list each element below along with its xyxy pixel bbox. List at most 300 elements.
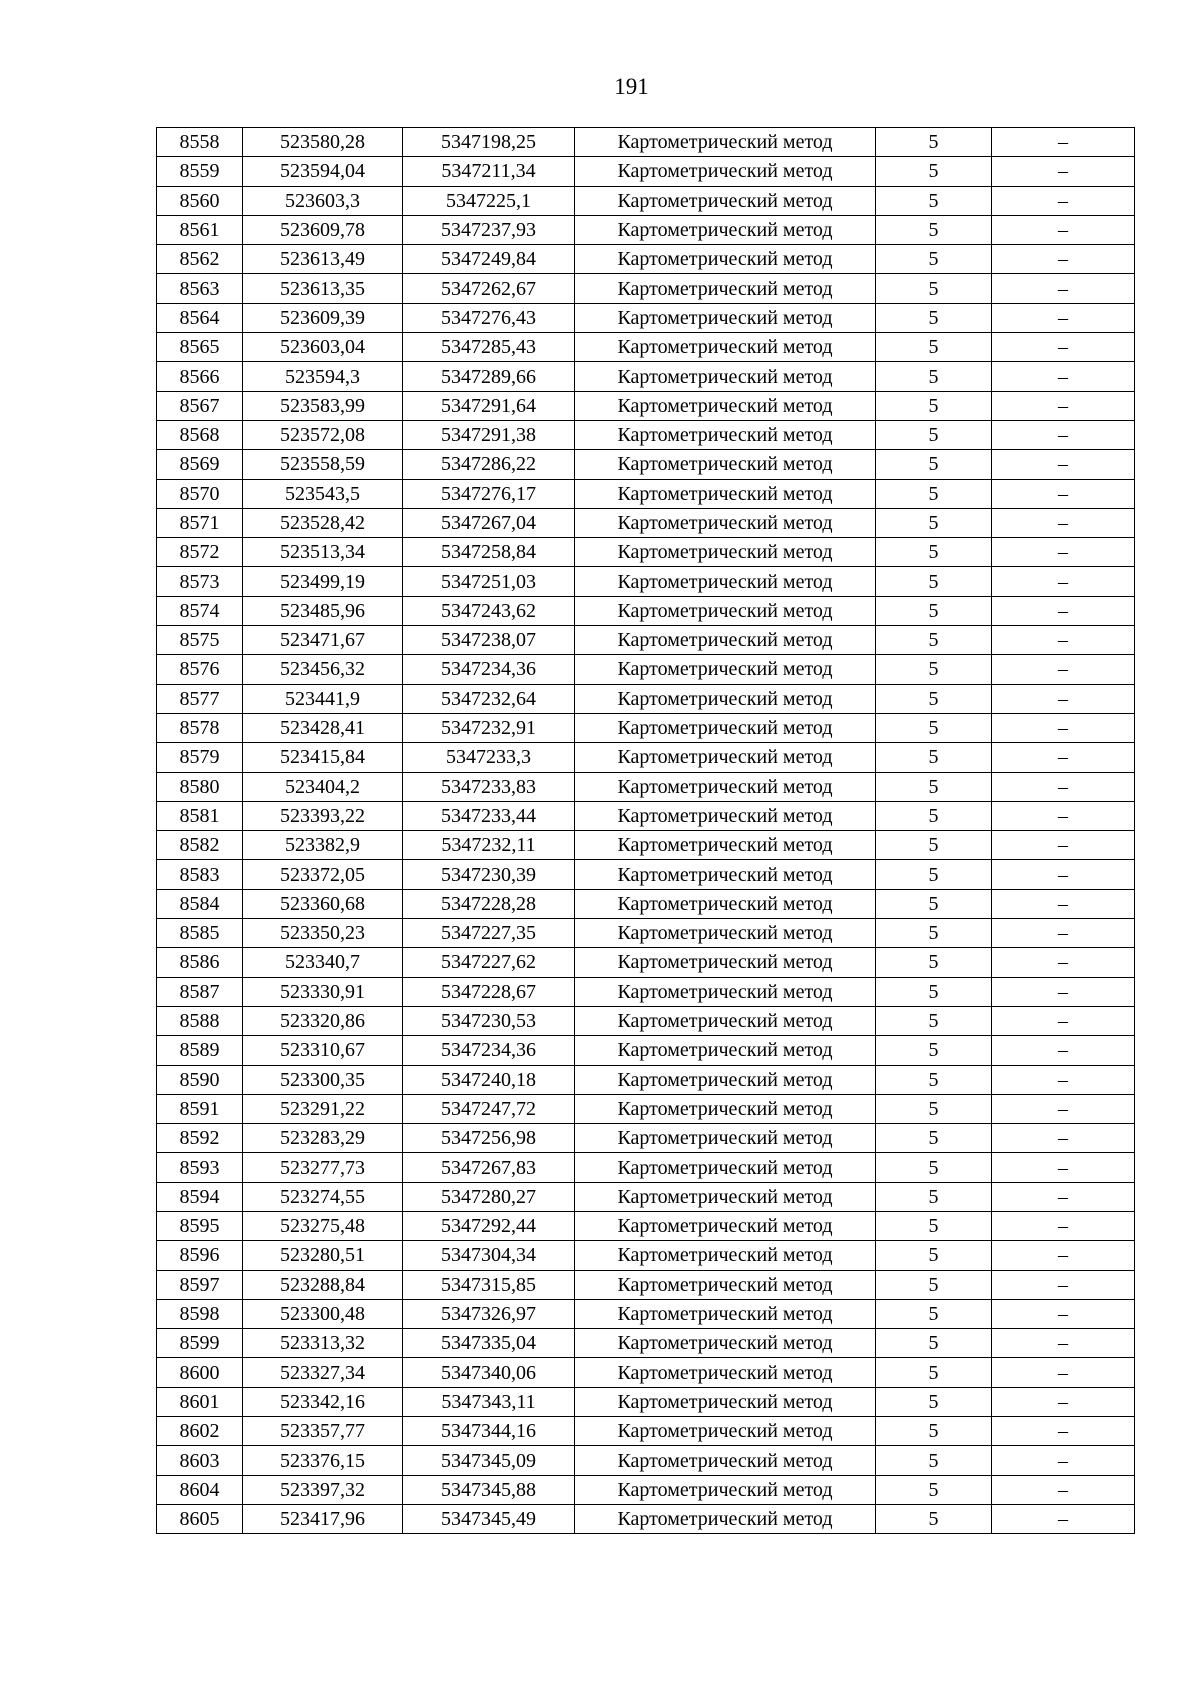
description-cell: – (992, 1094, 1135, 1123)
accuracy-cell: 5 (876, 1182, 992, 1211)
y-coordinate-cell: 5347232,64 (403, 684, 575, 713)
table-row (157, 1065, 1135, 1094)
point-number-cell: 8559 (157, 157, 243, 186)
x-coordinate-cell: 523471,67 (243, 626, 403, 655)
table-row (157, 889, 1135, 918)
description-cell: – (992, 801, 1135, 830)
x-coordinate-cell: 523291,22 (243, 1094, 403, 1123)
x-coordinate-cell: 523580,28 (243, 128, 403, 157)
x-coordinate-cell: 523594,3 (243, 362, 403, 391)
method-cell: Картометрический метод (575, 245, 876, 274)
point-number-cell: 8572 (157, 538, 243, 567)
page-number: 191 (614, 74, 649, 99)
method-cell: Картометрический метод (575, 1504, 876, 1533)
x-coordinate-cell: 523376,15 (243, 1446, 403, 1475)
accuracy-cell: 5 (876, 1475, 992, 1504)
y-coordinate-cell: 5347326,97 (403, 1299, 575, 1328)
accuracy-cell: 5 (876, 596, 992, 625)
x-coordinate-cell: 523327,34 (243, 1358, 403, 1387)
description-cell: – (992, 772, 1135, 801)
description-cell: – (992, 684, 1135, 713)
table-row (157, 1358, 1135, 1387)
table-row (157, 1299, 1135, 1328)
description-cell: – (992, 1358, 1135, 1387)
description-cell: – (992, 420, 1135, 449)
method-cell: Картометрический метод (575, 1475, 876, 1504)
accuracy-cell: 5 (876, 626, 992, 655)
method-cell: Картометрический метод (575, 596, 876, 625)
method-cell: Картометрический метод (575, 508, 876, 537)
table-row (157, 362, 1135, 391)
point-number-cell: 8561 (157, 215, 243, 244)
method-cell: Картометрический метод (575, 1124, 876, 1153)
description-cell: – (992, 186, 1135, 215)
accuracy-cell: 5 (876, 1270, 992, 1299)
method-cell: Картометрический метод (575, 1299, 876, 1328)
x-coordinate-cell: 523372,05 (243, 860, 403, 889)
table-row (157, 1006, 1135, 1035)
y-coordinate-cell: 5347345,49 (403, 1504, 575, 1533)
method-cell: Картометрический метод (575, 1065, 876, 1094)
method-cell: Картометрический метод (575, 684, 876, 713)
y-coordinate-cell: 5347276,43 (403, 303, 575, 332)
description-cell: – (992, 1153, 1135, 1182)
description-cell: – (992, 626, 1135, 655)
table-row (157, 596, 1135, 625)
table-row (157, 919, 1135, 948)
table-row (157, 1329, 1135, 1358)
x-coordinate-cell: 523456,32 (243, 655, 403, 684)
method-cell: Картометрический метод (575, 1358, 876, 1387)
point-number-cell: 8586 (157, 948, 243, 977)
description-cell: – (992, 333, 1135, 362)
x-coordinate-cell: 523275,48 (243, 1211, 403, 1240)
description-cell: – (992, 479, 1135, 508)
accuracy-cell: 5 (876, 274, 992, 303)
method-cell: Картометрический метод (575, 1446, 876, 1475)
method-cell: Картометрический метод (575, 157, 876, 186)
method-cell: Картометрический метод (575, 1329, 876, 1358)
y-coordinate-cell: 5347233,83 (403, 772, 575, 801)
method-cell: Картометрический метод (575, 303, 876, 332)
table-row (157, 391, 1135, 420)
accuracy-cell: 5 (876, 420, 992, 449)
method-cell: Картометрический метод (575, 831, 876, 860)
table-row (157, 801, 1135, 830)
y-coordinate-cell: 5347276,17 (403, 479, 575, 508)
x-coordinate-cell: 523603,04 (243, 333, 403, 362)
point-number-cell: 8580 (157, 772, 243, 801)
table-row (157, 1504, 1135, 1533)
accuracy-cell: 5 (876, 1036, 992, 1065)
table-row (157, 1153, 1135, 1182)
point-number-cell: 8585 (157, 919, 243, 948)
method-cell: Картометрический метод (575, 128, 876, 157)
accuracy-cell: 5 (876, 450, 992, 479)
description-cell: – (992, 977, 1135, 1006)
y-coordinate-cell: 5347344,16 (403, 1417, 575, 1446)
y-coordinate-cell: 5347267,83 (403, 1153, 575, 1182)
method-cell: Картометрический метод (575, 889, 876, 918)
x-coordinate-cell: 523277,73 (243, 1153, 403, 1182)
y-coordinate-cell: 5347227,62 (403, 948, 575, 977)
description-cell: – (992, 743, 1135, 772)
point-number-cell: 8574 (157, 596, 243, 625)
y-coordinate-cell: 5347345,09 (403, 1446, 575, 1475)
point-number-cell: 8570 (157, 479, 243, 508)
accuracy-cell: 5 (876, 567, 992, 596)
x-coordinate-cell: 523485,96 (243, 596, 403, 625)
method-cell: Картометрический метод (575, 1094, 876, 1123)
point-number-cell: 8592 (157, 1124, 243, 1153)
method-cell: Картометрический метод (575, 626, 876, 655)
point-number-cell: 8573 (157, 567, 243, 596)
description-cell: – (992, 1446, 1135, 1475)
y-coordinate-cell: 5347304,34 (403, 1241, 575, 1270)
point-number-cell: 8589 (157, 1036, 243, 1065)
accuracy-cell: 5 (876, 1006, 992, 1035)
accuracy-cell: 5 (876, 1124, 992, 1153)
y-coordinate-cell: 5347256,98 (403, 1124, 575, 1153)
description-cell: – (992, 303, 1135, 332)
description-cell: – (992, 1475, 1135, 1504)
y-coordinate-cell: 5347232,91 (403, 713, 575, 742)
table-row (157, 1094, 1135, 1123)
table-row (157, 860, 1135, 889)
method-cell: Картометрический метод (575, 948, 876, 977)
table-row (157, 479, 1135, 508)
description-cell: – (992, 1124, 1135, 1153)
y-coordinate-cell: 5347258,84 (403, 538, 575, 567)
method-cell: Картометрический метод (575, 186, 876, 215)
table-row (157, 948, 1135, 977)
x-coordinate-cell: 523499,19 (243, 567, 403, 596)
table-row (157, 215, 1135, 244)
description-cell: – (992, 596, 1135, 625)
description-cell: – (992, 215, 1135, 244)
method-cell: Картометрический метод (575, 743, 876, 772)
point-number-cell: 8597 (157, 1270, 243, 1299)
point-number-cell: 8594 (157, 1182, 243, 1211)
description-cell: – (992, 362, 1135, 391)
table-row (157, 157, 1135, 186)
x-coordinate-cell: 523300,48 (243, 1299, 403, 1328)
table-row (157, 1446, 1135, 1475)
point-number-cell: 8564 (157, 303, 243, 332)
point-number-cell: 8587 (157, 977, 243, 1006)
accuracy-cell: 5 (876, 655, 992, 684)
method-cell: Картометрический метод (575, 215, 876, 244)
point-number-cell: 8599 (157, 1329, 243, 1358)
accuracy-cell: 5 (876, 508, 992, 537)
accuracy-cell: 5 (876, 479, 992, 508)
method-cell: Картометрический метод (575, 655, 876, 684)
accuracy-cell: 5 (876, 743, 992, 772)
x-coordinate-cell: 523382,9 (243, 831, 403, 860)
accuracy-cell: 5 (876, 215, 992, 244)
y-coordinate-cell: 5347262,67 (403, 274, 575, 303)
accuracy-cell: 5 (876, 157, 992, 186)
method-cell: Картометрический метод (575, 1153, 876, 1182)
point-number-cell: 8596 (157, 1241, 243, 1270)
table-row (157, 1270, 1135, 1299)
coordinates-table-body (157, 128, 1135, 1534)
point-number-cell: 8595 (157, 1211, 243, 1240)
point-number-cell: 8582 (157, 831, 243, 860)
point-number-cell: 8575 (157, 626, 243, 655)
x-coordinate-cell: 523558,59 (243, 450, 403, 479)
description-cell: – (992, 1036, 1135, 1065)
table-row (157, 303, 1135, 332)
point-number-cell: 8602 (157, 1417, 243, 1446)
y-coordinate-cell: 5347198,25 (403, 128, 575, 157)
point-number-cell: 8584 (157, 889, 243, 918)
method-cell: Картометрический метод (575, 420, 876, 449)
y-coordinate-cell: 5347227,35 (403, 919, 575, 948)
y-coordinate-cell: 5347247,72 (403, 1094, 575, 1123)
method-cell: Картометрический метод (575, 1211, 876, 1240)
table-row (157, 1387, 1135, 1416)
point-number-cell: 8604 (157, 1475, 243, 1504)
method-cell: Картометрический метод (575, 450, 876, 479)
point-number-cell: 8579 (157, 743, 243, 772)
accuracy-cell: 5 (876, 1094, 992, 1123)
accuracy-cell: 5 (876, 1299, 992, 1328)
table-row (157, 274, 1135, 303)
accuracy-cell: 5 (876, 1446, 992, 1475)
method-cell: Картометрический метод (575, 362, 876, 391)
description-cell: – (992, 860, 1135, 889)
point-number-cell: 8590 (157, 1065, 243, 1094)
method-cell: Картометрический метод (575, 1417, 876, 1446)
table-row (157, 655, 1135, 684)
point-number-cell: 8593 (157, 1153, 243, 1182)
y-coordinate-cell: 5347315,85 (403, 1270, 575, 1299)
description-cell: – (992, 948, 1135, 977)
method-cell: Картометрический метод (575, 1270, 876, 1299)
point-number-cell: 8562 (157, 245, 243, 274)
x-coordinate-cell: 523340,7 (243, 948, 403, 977)
accuracy-cell: 5 (876, 1504, 992, 1533)
x-coordinate-cell: 523397,32 (243, 1475, 403, 1504)
description-cell: – (992, 1241, 1135, 1270)
table-row (157, 186, 1135, 215)
method-cell: Картометрический метод (575, 1006, 876, 1035)
point-number-cell: 8566 (157, 362, 243, 391)
x-coordinate-cell: 523609,78 (243, 215, 403, 244)
description-cell: – (992, 1270, 1135, 1299)
y-coordinate-cell: 5347234,36 (403, 1036, 575, 1065)
x-coordinate-cell: 523360,68 (243, 889, 403, 918)
point-number-cell: 8588 (157, 1006, 243, 1035)
x-coordinate-cell: 523288,84 (243, 1270, 403, 1299)
table-row (157, 1124, 1135, 1153)
y-coordinate-cell: 5347240,18 (403, 1065, 575, 1094)
accuracy-cell: 5 (876, 713, 992, 742)
table-row (157, 333, 1135, 362)
table-row (157, 1182, 1135, 1211)
y-coordinate-cell: 5347211,34 (403, 157, 575, 186)
description-cell: – (992, 1417, 1135, 1446)
method-cell: Картометрический метод (575, 1182, 876, 1211)
point-number-cell: 8565 (157, 333, 243, 362)
accuracy-cell: 5 (876, 977, 992, 1006)
y-coordinate-cell: 5347234,36 (403, 655, 575, 684)
accuracy-cell: 5 (876, 831, 992, 860)
description-cell: – (992, 831, 1135, 860)
table-row (157, 1475, 1135, 1504)
x-coordinate-cell: 523310,67 (243, 1036, 403, 1065)
description-cell: – (992, 655, 1135, 684)
point-number-cell: 8577 (157, 684, 243, 713)
accuracy-cell: 5 (876, 948, 992, 977)
accuracy-cell: 5 (876, 1417, 992, 1446)
accuracy-cell: 5 (876, 801, 992, 830)
y-coordinate-cell: 5347340,06 (403, 1358, 575, 1387)
y-coordinate-cell: 5347230,53 (403, 1006, 575, 1035)
y-coordinate-cell: 5347238,07 (403, 626, 575, 655)
point-number-cell: 8571 (157, 508, 243, 537)
y-coordinate-cell: 5347291,64 (403, 391, 575, 420)
x-coordinate-cell: 523404,2 (243, 772, 403, 801)
description-cell: – (992, 391, 1135, 420)
point-number-cell: 8569 (157, 450, 243, 479)
description-cell: – (992, 274, 1135, 303)
point-number-cell: 8563 (157, 274, 243, 303)
accuracy-cell: 5 (876, 245, 992, 274)
x-coordinate-cell: 523283,29 (243, 1124, 403, 1153)
x-coordinate-cell: 523313,32 (243, 1329, 403, 1358)
table-row (157, 508, 1135, 537)
x-coordinate-cell: 523609,39 (243, 303, 403, 332)
point-number-cell: 8560 (157, 186, 243, 215)
coordinates-table (156, 127, 1135, 1534)
method-cell: Картометрический метод (575, 391, 876, 420)
y-coordinate-cell: 5347232,11 (403, 831, 575, 860)
y-coordinate-cell: 5347280,27 (403, 1182, 575, 1211)
accuracy-cell: 5 (876, 1241, 992, 1270)
y-coordinate-cell: 5347243,62 (403, 596, 575, 625)
method-cell: Картометрический метод (575, 333, 876, 362)
x-coordinate-cell: 523415,84 (243, 743, 403, 772)
method-cell: Картометрический метод (575, 538, 876, 567)
accuracy-cell: 5 (876, 128, 992, 157)
accuracy-cell: 5 (876, 538, 992, 567)
x-coordinate-cell: 523513,34 (243, 538, 403, 567)
description-cell: – (992, 713, 1135, 742)
x-coordinate-cell: 523613,35 (243, 274, 403, 303)
y-coordinate-cell: 5347292,44 (403, 1211, 575, 1240)
x-coordinate-cell: 523441,9 (243, 684, 403, 713)
point-number-cell: 8591 (157, 1094, 243, 1123)
point-number-cell: 8568 (157, 420, 243, 449)
accuracy-cell: 5 (876, 333, 992, 362)
accuracy-cell: 5 (876, 1387, 992, 1416)
y-coordinate-cell: 5347228,28 (403, 889, 575, 918)
x-coordinate-cell: 523417,96 (243, 1504, 403, 1533)
point-number-cell: 8603 (157, 1446, 243, 1475)
x-coordinate-cell: 523594,04 (243, 157, 403, 186)
table-row (157, 831, 1135, 860)
method-cell: Картометрический метод (575, 713, 876, 742)
table-row (157, 743, 1135, 772)
y-coordinate-cell: 5347233,3 (403, 743, 575, 772)
accuracy-cell: 5 (876, 362, 992, 391)
table-row (157, 245, 1135, 274)
table-row (157, 538, 1135, 567)
description-cell: – (992, 1329, 1135, 1358)
table-row (157, 1036, 1135, 1065)
x-coordinate-cell: 523603,3 (243, 186, 403, 215)
table-row (157, 626, 1135, 655)
method-cell: Картометрический метод (575, 977, 876, 1006)
description-cell: – (992, 1299, 1135, 1328)
method-cell: Картометрический метод (575, 567, 876, 596)
y-coordinate-cell: 5347249,84 (403, 245, 575, 274)
x-coordinate-cell: 523572,08 (243, 420, 403, 449)
method-cell: Картометрический метод (575, 919, 876, 948)
point-number-cell: 8605 (157, 1504, 243, 1533)
accuracy-cell: 5 (876, 889, 992, 918)
accuracy-cell: 5 (876, 772, 992, 801)
x-coordinate-cell: 523300,35 (243, 1065, 403, 1094)
description-cell: – (992, 1211, 1135, 1240)
x-coordinate-cell: 523350,23 (243, 919, 403, 948)
y-coordinate-cell: 5347228,67 (403, 977, 575, 1006)
y-coordinate-cell: 5347225,1 (403, 186, 575, 215)
y-coordinate-cell: 5347285,43 (403, 333, 575, 362)
accuracy-cell: 5 (876, 1358, 992, 1387)
table-row (157, 713, 1135, 742)
y-coordinate-cell: 5347267,04 (403, 508, 575, 537)
y-coordinate-cell: 5347289,66 (403, 362, 575, 391)
method-cell: Картометрический метод (575, 772, 876, 801)
method-cell: Картометрический метод (575, 860, 876, 889)
accuracy-cell: 5 (876, 1065, 992, 1094)
x-coordinate-cell: 523613,49 (243, 245, 403, 274)
point-number-cell: 8598 (157, 1299, 243, 1328)
x-coordinate-cell: 523320,86 (243, 1006, 403, 1035)
y-coordinate-cell: 5347343,11 (403, 1387, 575, 1416)
x-coordinate-cell: 523543,5 (243, 479, 403, 508)
accuracy-cell: 5 (876, 1211, 992, 1240)
description-cell: – (992, 1065, 1135, 1094)
method-cell: Картометрический метод (575, 479, 876, 508)
x-coordinate-cell: 523583,99 (243, 391, 403, 420)
description-cell: – (992, 450, 1135, 479)
x-coordinate-cell: 523393,22 (243, 801, 403, 830)
table-row (157, 567, 1135, 596)
description-cell: – (992, 567, 1135, 596)
accuracy-cell: 5 (876, 186, 992, 215)
description-cell: – (992, 1387, 1135, 1416)
table-row (157, 450, 1135, 479)
point-number-cell: 8578 (157, 713, 243, 742)
point-number-cell: 8576 (157, 655, 243, 684)
x-coordinate-cell: 523280,51 (243, 1241, 403, 1270)
accuracy-cell: 5 (876, 303, 992, 332)
description-cell: – (992, 508, 1135, 537)
description-cell: – (992, 157, 1135, 186)
point-number-cell: 8558 (157, 128, 243, 157)
y-coordinate-cell: 5347237,93 (403, 215, 575, 244)
x-coordinate-cell: 523274,55 (243, 1182, 403, 1211)
description-cell: – (992, 889, 1135, 918)
accuracy-cell: 5 (876, 1153, 992, 1182)
y-coordinate-cell: 5347345,88 (403, 1475, 575, 1504)
table-row (157, 772, 1135, 801)
accuracy-cell: 5 (876, 391, 992, 420)
